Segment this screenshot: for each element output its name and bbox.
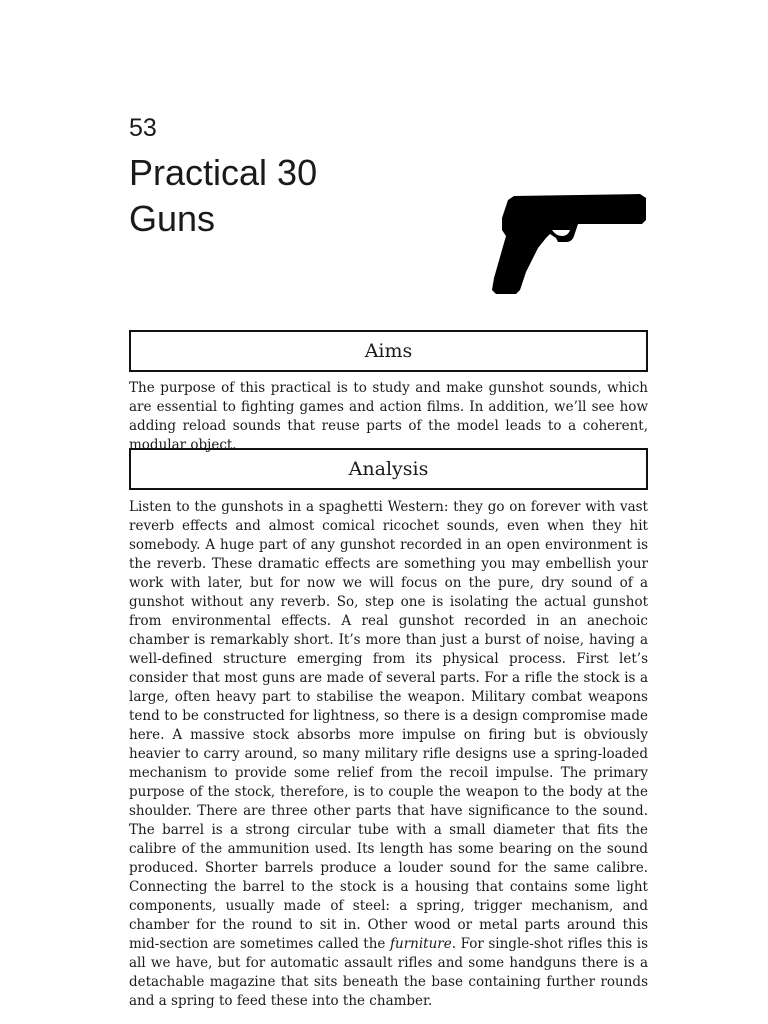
analysis-text-part-2: . For single-shot rifles this is all we have, but for automatic assault rifles and some handguns there is a detachable magazine that sits beneath the base containing further rounds and a spring to feed these into the chamber.	[129, 936, 649, 1009]
analysis-heading-box	[129, 448, 648, 490]
aims-paragraph: The purpose of this practical is to study and make gunshot sounds, which are essential to fighting games and action films. In addition, we’ll see how adding reload sounds that reuse parts of the model leads to a coherent, modular object.	[129, 380, 648, 453]
analysis-heading: Analysis	[348, 458, 429, 480]
chapter-number: 53	[129, 114, 157, 142]
chapter-title-line-1: Practical 30	[129, 152, 318, 193]
aims-heading-box	[129, 330, 648, 372]
analysis-paragraph	[129, 498, 648, 1011]
chapter-title-line-2: Guns	[129, 198, 216, 239]
aims-heading: Aims	[364, 340, 413, 362]
italic-term: furniture	[390, 936, 452, 952]
analysis-text-part-1: Listen to the gunshots in a spaghetti Western: they go on forever with vast reverb effects and almost comical ricochet sounds, even when they hit somebody. A huge part of any gunshot recorded in an open environment is the reverb. These dramatic effects are something you may embellish your work with later, but for now we will focus on the pure, dry sound of a gunshot without any reverb. So, step one is isolating the actual gunshot from environmental effects. A real gunshot recorded in an anechoic chamber is remarkably short. It’s more than just a burst of noise, having a well-defined structure emerging from its physical process. First let’s consider that most guns are made of several parts. For a rifle the stock is a large, often heavy part to stabilise the weapon. Military combat weapons tend to be constructed for lightness, so there is a design compromise made here. A massive stock absorbs more impulse on firing but is obviously heavier to carry around, so many military rifle designs use a spring-loaded mechanism to provide some relief from the recoil impulse. The primary purpose of the stock, therefore, is to couple the weapon to the body at the shoulder. There are three other parts that have significance to the sound. The barrel is a strong circular tube with a small diameter that fits the calibre of the ammunition used. Its length has some bearing on the sound produced. Shorter barrels produce a louder sound for the same calibre. Connecting the barrel to the stock is a housing that contains some light components, usually made of steel: a spring, trigger mechanism, and chamber for the round to sit in. Other wood or metal parts around this mid-section are sometimes called the	[129, 499, 648, 952]
pistol-icon	[490, 190, 650, 296]
chapter-title	[129, 150, 317, 242]
